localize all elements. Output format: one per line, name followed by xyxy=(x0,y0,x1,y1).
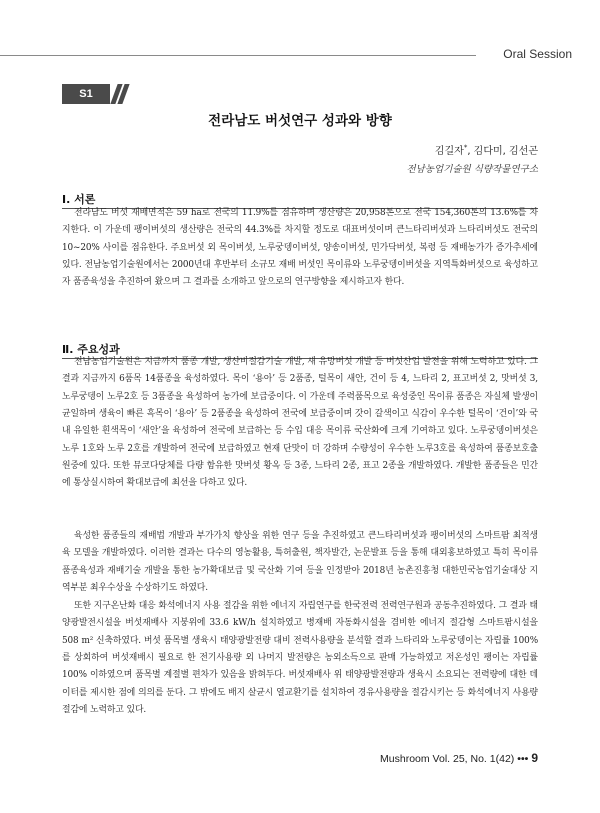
header-rule xyxy=(0,55,476,56)
page-footer xyxy=(380,751,538,765)
affiliation: 전남농업기술원 식량작물연구소 xyxy=(406,164,538,175)
session-label: Oral Session xyxy=(503,47,572,61)
body-paragraph: 육성한 품종들의 재배법 개발과 부가가치 향상을 위한 연구 등을 추진하였고 큰느타리버섯과 팽이버섯의 스마트팜 최적생육 모델을 개발하였다. 이러한 결과는 다수의 영농활용, 특허출원, 책자발간, 논문발표 등을 통해 대외홍보하였고 특히 목이류 품종육성과 재배기술 개발을 통한 농가확대보급 및 국산화 기여 등을 인정받아 2018년 농촌진흥청 대한민국농업기술대상 지역부분 최우수상을 수상하기도 하였다. xyxy=(62,531,538,594)
corresponding-author: 김길자 xyxy=(434,146,464,157)
journal-citation: Mushroom Vol. 25, No. 1(42) xyxy=(380,753,515,765)
session-badge xyxy=(62,84,124,104)
footer-dots: ••• xyxy=(517,753,529,765)
section-heading-intro: Ⅰ. 서론 xyxy=(62,193,96,206)
paper-title: 전라남도 버섯연구 성과와 방향 xyxy=(208,113,392,129)
badge-label: S1 xyxy=(79,88,93,100)
section-heading-results: Ⅱ. 주요성과 xyxy=(62,343,120,356)
corresponding-mark: * xyxy=(463,143,468,152)
body-paragraph: 또한 지구온난화 대응 화석에너지 사용 절감을 위한 에너지 자립연구를 한국전력 전력연구원과 공동추진하였다. 그 결과 태양광발전시설을 버섯재배사 지붕위에 33.6 kW/h 설치하였고 병재배 자동화시설을 겸비한 에너지 절감형 스마트팜시설을 508 m² 신축하였다. 버섯 품목별 생육시 태양광발전량 대비 전력사용량을 분석할 결과 느타리와 노루궁뎅이는 자립률 100%를 상회하여 버섯재배시 필요로 한 전기사용량 외 나머지 발전량은 농외소득으로 판매 가능하였고 저온성인 팽이는 자립률 100% 이하였으며 품목별 계절별 편차가 있음을 밝혀두다. 버섯재배사 위 태양광발전량과 생육시 소요되는 전력량에 대한 데이터를 제시한 점에 의의를 둔다. 그 밖에도 배지 살균시 열교환기를 설치하여 경유사용량을 절감시키는 등 화석에너지 사용량 절감에 노력하고 있다. xyxy=(62,601,538,716)
body-paragraph: 전남농업기술원은 지금까지 품종 개발, 생산비절감기술 개발, 새 유망버섯 개발 등 버섯산업 발전을 위해 노력하고 있다. 그 결과 지금까지 6품목 14품종을 육성하였다. 목이 ‘용아’ 등 2품종, 털목이 새안, 건이 등 4, 느타리 2, 표고버섯 2, 맛버섯 3, 노루궁뎅이 노루2호 등 3품종을 육성하여 농가에 보급중이다. 이 가운데 주력품목으로 육성중인 목이류 품종은 자실체 발생이 균일하며 생육이 빠른 흑목이 ‘용아’ 등 2품종을 육성하여 전국에 보급중이며 갓이 갈색이고 식감이 우수한 털목이 ‘건이’와 국내 유일한 흰색목이 ‘새안’을 육성하여 전국에 보급하는 등 수입 대응 목이류 국산화에 크게 기여하고 있다. 노루궁뎅이버섯은 노루 1호와 노루 2호를 개발하여 전국에 보급하였고 현재 단맛이 더 강하며 수량성이 우수한 노루3호를 육성하여 품종보호출원중에 있다. 또한 뮤코다당체를 다량 함유한 맛버섯 황옥 등 3종, 느타리 2종, 표고 2종을 개발하였다. 개발한 품종들은 민간에 통상실시하여 확대보급에 최선을 다하고 있다. xyxy=(62,357,538,489)
page-number: 9 xyxy=(531,751,538,765)
co-authors: , 김다미, 김선곤 xyxy=(467,146,538,157)
body-paragraph: 전라남도 버섯 재배면적은 59 ha로 전국의 11.9%를 점유하며 생산량은 20,958톤으로 전국 154,360톤의 13.6%를 차지한다. 이 가운데 팽이버섯의 생산량은 전국의 44.3%를 차지할 정도로 대표버섯이며 큰느타리버섯과 느타리버섯도 전국의 10~20% 사이를 점유한다. 주요버섯 외 목이버섯, 노루궁뎅이버섯, 양송이버섯, 민가닥버섯, 복령 등 재배농가가 증가추세에 있다. 전남농업기술원에서는 2000년대 후반부터 소규모 재배 버섯인 목이류와 노루궁뎅이버섯을 지역특화버섯으로 육성하고자 품종육성을 추진하여 왔으며 그 결과를 소개하고 앞으로의 연구방향을 제시하고자 한다. xyxy=(62,208,538,288)
authors xyxy=(435,142,538,157)
